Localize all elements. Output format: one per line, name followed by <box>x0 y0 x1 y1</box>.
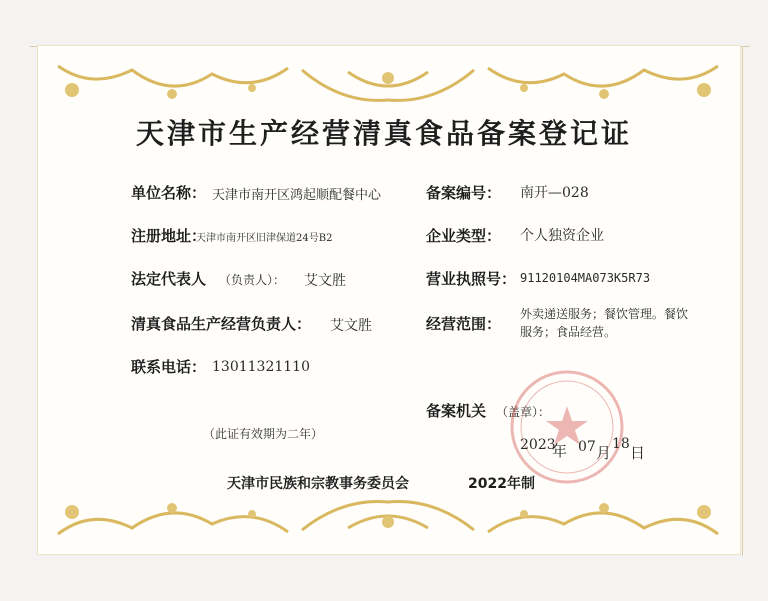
certificate-title: 天津市生产经营清真食品备案登记证 <box>135 117 632 150</box>
address-value: 天津市南开区旧津保道24号B2 <box>196 233 333 244</box>
authority-sublabel: （盖章）： <box>496 405 551 419</box>
date-month: 07 <box>578 439 596 455</box>
bottom-ornamental-border <box>52 494 724 540</box>
halal-manager-value: 艾文胜 <box>330 318 372 334</box>
license-number-label: 营业执照号： <box>426 270 517 288</box>
legal-representative-label: 法定代表人 <box>131 270 207 288</box>
phone-value: 13011321110 <box>212 359 310 375</box>
record-number-label: 备案编号： <box>426 184 502 202</box>
date-year-unit: 年 <box>552 442 568 460</box>
legal-representative-value: 艾文胜 <box>304 273 346 289</box>
top-ornamental-border <box>52 60 724 112</box>
date-month-unit: 月 <box>596 444 612 462</box>
business-scope-value: 外卖递送服务；餐饮管理。餐饮服务；食品经营。 <box>520 307 689 339</box>
unit-name-value: 天津市南开区鸿起顺配餐中心 <box>212 188 382 203</box>
official-seal <box>508 368 626 486</box>
phone-label: 联系电话： <box>131 358 207 376</box>
enterprise-type-label: 企业类型： <box>426 227 502 245</box>
halal-manager-label: 清真食品生产经营负责人： <box>131 315 312 333</box>
legal-representative-sublabel: （负责人）： <box>219 273 286 287</box>
authority-label: 备案机关 <box>426 402 487 420</box>
address-label: 注册地址： <box>131 227 207 245</box>
business-scope-label: 经营范围： <box>426 315 502 333</box>
date-day: 18 <box>612 436 630 452</box>
print-year: 2022年制 <box>468 476 535 492</box>
record-number-value: 南开—028 <box>520 185 589 201</box>
issuing-committee: 天津市民族和宗教事务委员会 <box>227 476 409 492</box>
date-year: 2023 <box>520 437 556 453</box>
validity-note: （此证有效期为二年） <box>203 427 324 441</box>
unit-name-label: 单位名称： <box>131 184 207 202</box>
enterprise-type-value: 个人独资企业 <box>520 228 604 244</box>
date-day-unit: 日 <box>630 444 646 462</box>
license-number-value: 91120104MA073K5R73 <box>520 271 651 285</box>
